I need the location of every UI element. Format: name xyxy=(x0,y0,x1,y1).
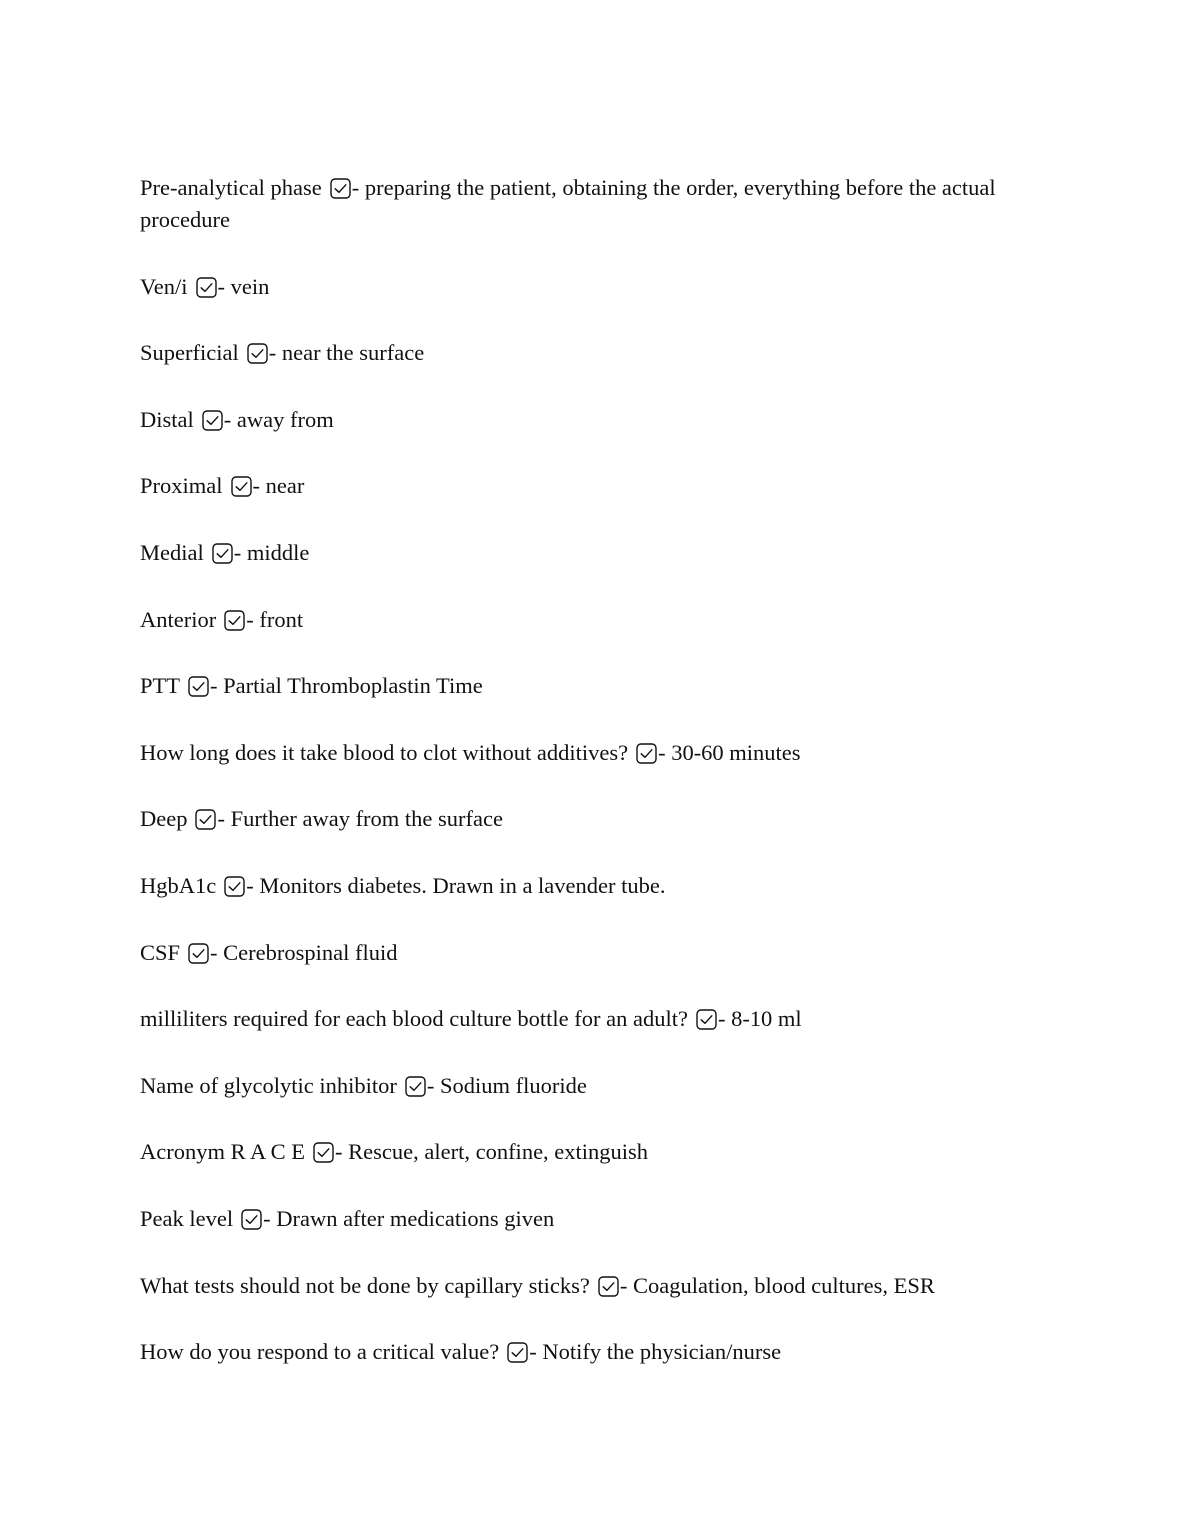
checkbox-icon xyxy=(224,876,245,897)
definition-text: front xyxy=(259,606,304,632)
checkbox-icon xyxy=(188,943,209,964)
term-text: Anterior xyxy=(140,606,217,632)
term-text: PTT xyxy=(140,673,181,699)
definition-text: Monitors diabetes. Drawn in a lavender tube. xyxy=(259,872,666,898)
term-definition-pair xyxy=(140,803,1050,835)
definition-text: near the surface xyxy=(281,340,425,366)
term-text: Deep xyxy=(140,806,188,832)
definition-text: Further away from the surface xyxy=(230,806,503,832)
checkbox-icon xyxy=(202,410,223,431)
definition-text: 30-60 minutes xyxy=(671,739,801,765)
term-text: How do you respond to a critical value? xyxy=(140,1339,500,1365)
checkbox-icon xyxy=(241,1209,262,1230)
term-text: How long does it take blood to clot without additives? xyxy=(140,739,629,765)
definition-text: preparing the patient, obtaining the order, everything before the actual procedure xyxy=(140,175,996,232)
checkbox-icon xyxy=(224,610,245,631)
separator-text: - xyxy=(210,939,224,965)
definition-text: middle xyxy=(246,539,310,565)
checkbox-icon xyxy=(598,1276,619,1297)
separator-text: - xyxy=(351,175,365,200)
term-text: Distal xyxy=(140,406,194,432)
term-text: Proximal xyxy=(140,473,223,499)
term-text: HgbA1c xyxy=(140,872,217,898)
definition-text: Drawn after medications given xyxy=(276,1205,555,1231)
term-definition-pair xyxy=(140,337,1050,369)
checkbox-icon xyxy=(195,809,216,830)
checkbox-icon xyxy=(405,1076,426,1097)
term-definition-pair xyxy=(140,1136,1050,1168)
checkbox-icon xyxy=(212,543,233,564)
separator-text: - xyxy=(529,1339,543,1365)
definition-text: 8-10 ml xyxy=(731,1006,802,1032)
term-definition-pair xyxy=(140,870,1050,902)
term-text: Medial xyxy=(140,539,204,565)
separator-text: - xyxy=(335,1139,349,1165)
separator-text: - xyxy=(233,539,247,565)
checkbox-icon xyxy=(247,343,268,364)
definition-text: Partial Thromboplastin Time xyxy=(223,673,483,699)
separator-text: - xyxy=(426,1072,440,1098)
definition-text: Sodium fluoride xyxy=(439,1072,587,1098)
term-definition-pair xyxy=(140,1003,1050,1035)
separator-text: - xyxy=(268,340,282,366)
checkbox-icon xyxy=(696,1009,717,1030)
term-text: Acronym R A C E xyxy=(140,1139,306,1165)
definition-text: away from xyxy=(236,406,334,432)
term-text: Ven/i xyxy=(140,273,188,299)
separator-text: - xyxy=(717,1006,732,1032)
term-definition-pair xyxy=(140,404,1050,436)
term-definition-pair xyxy=(140,937,1050,969)
term-definition-pair xyxy=(140,1336,1050,1368)
term-text: Superficial xyxy=(140,340,239,366)
term-definition-pair xyxy=(140,1070,1050,1102)
separator-text: - xyxy=(210,673,224,699)
term-text: Pre-analytical phase xyxy=(140,175,322,200)
term-text: milliliters required for each blood culture bottle for an adult? xyxy=(140,1006,688,1032)
checkbox-icon xyxy=(330,178,351,199)
definition-text: Notify the physician/nurse xyxy=(542,1339,782,1365)
term-definition-pair xyxy=(140,1203,1050,1235)
separator-text: - xyxy=(217,273,231,299)
checkbox-icon xyxy=(507,1342,528,1363)
term-definition-pair xyxy=(140,1270,1050,1302)
definition-text: Cerebrospinal fluid xyxy=(223,939,398,965)
checkbox-icon xyxy=(188,676,209,697)
term-definition-pair xyxy=(140,470,1050,502)
term-text: What tests should not be done by capillary sticks? xyxy=(140,1272,590,1298)
term-text: Peak level xyxy=(140,1205,234,1231)
separator-text: - xyxy=(619,1272,634,1298)
checkbox-icon xyxy=(196,277,217,298)
definition-text: near xyxy=(265,473,305,499)
separator-text: - xyxy=(246,872,260,898)
separator-text: - xyxy=(217,806,231,832)
separator-text: - xyxy=(246,606,260,632)
term-text: CSF xyxy=(140,939,181,965)
term-definition-pair xyxy=(140,737,1050,769)
definition-text: Coagulation, blood cultures, ESR xyxy=(633,1272,935,1298)
term-definition-pair xyxy=(140,172,1050,236)
definition-text: Rescue, alert, confine, extinguish xyxy=(348,1139,649,1165)
checkbox-icon xyxy=(313,1142,334,1163)
term-definition-pair xyxy=(140,537,1050,569)
separator-text: - xyxy=(223,406,237,432)
separator-text: - xyxy=(252,473,266,499)
term-definition-pair xyxy=(140,604,1050,636)
definition-text: vein xyxy=(230,273,270,299)
term-definition-pair xyxy=(140,271,1050,303)
separator-text: - xyxy=(658,739,672,765)
checkbox-icon xyxy=(636,743,657,764)
term-text: Name of glycolytic inhibitor xyxy=(140,1072,397,1098)
term-definition-pair xyxy=(140,670,1050,702)
checkbox-icon xyxy=(231,476,252,497)
flashcard-list xyxy=(140,172,1050,1368)
separator-text: - xyxy=(263,1205,277,1231)
